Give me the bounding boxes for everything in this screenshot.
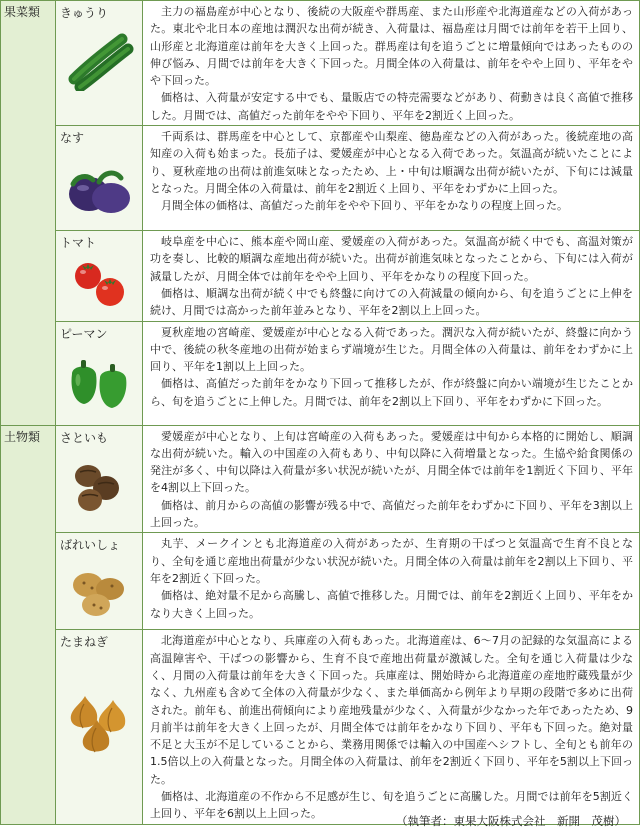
paragraph: 主力の福島産が中心となり、後続の大阪産や群馬産、また山形産や北海道産などの入荷があった。東北や北日本の産地は潤沢な出荷が続き、入荷量は、福島産は月間では前年を若干上回り、山形産と北海道産は前年を大きく上回った。群馬産は旬を追うごとに増量傾向ではあったものの伸び悩み、月間では前年を大きく下回った。月間全体の入荷量は、前年をやや上回り、平年をやや下回った。: [150, 5, 633, 88]
item-cell: [56, 231, 143, 321]
category-root-vegetables: 土物類: [1, 425, 56, 824]
tomato-icon: [56, 256, 142, 312]
category-fruit-vegetables: 果菜類: [1, 1, 56, 426]
item-description: [143, 1, 640, 126]
item-name: きゅうり: [60, 6, 109, 20]
paragraph: 月間全体の価格は、高値だった前年をやや下回り、平年をかなりの程度上回った。: [161, 199, 568, 213]
paragraph: 丸芋、メークインとも北海道産の入荷があったが、生育期の干ばつと気温高で生育不良となり、全旬を通じ産地出荷量が少ない状況が続いた。月間全体の入荷量は前年を2割以上下回り、平年を2割近く下回った。: [150, 537, 633, 585]
paragraph: 千両系は、群馬産を中心として、京都産や山梨産、徳島産などの入荷があった。後続産地の高知産の入荷も始まった。長茄子は、愛媛産が中心となる入荷であった。気温高が続いたことにより、夏秋産地の出荷は前進気味となったため、上・中旬は順調な出荷が続いたが、下旬には減量となった。月間全体の入荷量は、前年を2割近く上回り、平年をわずかに上回った。: [150, 130, 633, 195]
item-name: ばれいしょ: [60, 538, 121, 553]
item-name: さといも: [60, 430, 109, 445]
item-name: なす: [60, 131, 85, 146]
paragraph: 価格は、入荷量が安定する中でも、量販店での特売需要などがあり、荷動きは良く高値で推移した。月間では、高値だった前年をやや下回り、平年を2割近く上回った。: [150, 91, 633, 122]
table-row: [1, 321, 640, 425]
item-cell: [56, 425, 143, 533]
item-cell: [56, 630, 143, 824]
paragraph: 北海道産が中心となり、兵庫産の入荷もあった。北海道産は、6～7月の記録的な気温高による高温障害や、干ばつの影響から、生育不良で産地出荷量が激減した。全旬を通じ入荷量は少なく、月間の入荷量は前年を大きく下回った。兵庫産は、開始時から北海道産の産地貯蔵残量が少なく、九州産も含めて全体の入荷量が少なく、また単価高から例年より早期の段階で多めに出荷された。前年も、前進出荷傾向により産地残量が少なく、入荷量が少なかった年であったため、9月前半は前年を大きく上回ったが、月間全体では前年をかなり下回り、平年も下回った。絶対量不足と大玉が不足していることから、業務用関係では輸入の中国産へシフトし、全旬とも前年の1.5倍以上の入荷量となった。月間全体の入荷量は、前年を2割近く下回り、平年を5割以上下回った。: [150, 634, 633, 786]
item-cell: [56, 533, 143, 630]
paragraph: 愛媛産が中心となり、上旬は宮崎産の入荷もあった。愛媛産は中旬から本格的に開始し、順調な出荷が続いた。輸入の中国産の入荷もあり、中旬以降に入荷増量となった。生協や給食関係の発注が多く、中旬以降は入荷量が多い状況が続いたが、月間全体では前年を1割近く下回り、平年を4割以上下回った。: [150, 429, 633, 495]
table-row: [1, 630, 640, 824]
item-cell: [56, 321, 143, 425]
cucumber-icon: [56, 29, 142, 91]
paragraph: 価格は、北海道産の不作から不足感が生じ、旬を追うごとに高騰した。月間では前年を5割近く上回り、平年を6割以上上回った。: [150, 790, 633, 821]
item-cell: [56, 126, 143, 231]
paragraph: 夏秋産地の宮崎産、愛媛産が中心となる入荷であった。潤沢な入荷が続いたが、終盤に向かう中で、後続の秋冬産地の出荷が始まらず端境が生じた。月間全体の入荷量は、前年をわずかに上回り、平年を1割以上上回った。: [150, 325, 633, 374]
paragraph: 価格は、高値だった前年をかなり下回って推移したが、作が終盤に向かい端境が生じたことから、旬を追うごとに上伸した。月間では、前年を2割以上下回り、平年をわずかに下回った。: [150, 377, 633, 408]
item-description: [143, 321, 640, 425]
table-row: [1, 126, 640, 231]
green-pepper-icon: [56, 352, 142, 414]
item-description: [143, 425, 640, 533]
eggplant-icon: [56, 154, 142, 220]
table-row: [1, 231, 640, 321]
paragraph: 価格は、前月からの高値の影響が残る中で、高値だった前年をわずかに下回り、平年を3割以上上回った。: [150, 498, 633, 530]
item-cell: [56, 1, 143, 126]
paragraph: 岐阜産を中心に、熊本産や岡山産、愛媛産の入荷があった。気温高が続く中でも、高温対策が功を奏し、比較的順調な産地出荷が続いた。出荷が前進気味となったことから、下旬には入荷が減量したが、月間全体では前年をやや上回り、平年をかなりの程度下回った。: [150, 235, 633, 283]
item-name: トマト: [60, 236, 97, 251]
taro-icon: [56, 452, 142, 518]
item-description: [143, 126, 640, 231]
table-row: [1, 425, 640, 533]
item-description: [143, 533, 640, 630]
item-name: ピーマン: [60, 326, 108, 341]
item-name: たまねぎ: [60, 635, 109, 650]
item-description: [143, 231, 640, 321]
table-row: [1, 533, 640, 630]
item-description: [143, 630, 640, 824]
potato-icon: [56, 561, 142, 623]
onion-icon: [56, 690, 142, 756]
paragraph: 価格は、順調な出荷が続く中でも終盤に向けての入荷減量の傾向から、旬を追うごとに上伸を続け、月間では高かった前年並みとなり、平年を2割以上上回った。: [150, 286, 633, 318]
author-credit: （執筆者：東果大阪株式会社 新開 茂樹）: [396, 814, 626, 828]
paragraph: 価格は、絶対量不足から高騰し、高値で推移した。月間では、前年を2割近く上回り、平年をかなり大きく上回った。: [150, 589, 633, 620]
table-row: [1, 1, 640, 126]
